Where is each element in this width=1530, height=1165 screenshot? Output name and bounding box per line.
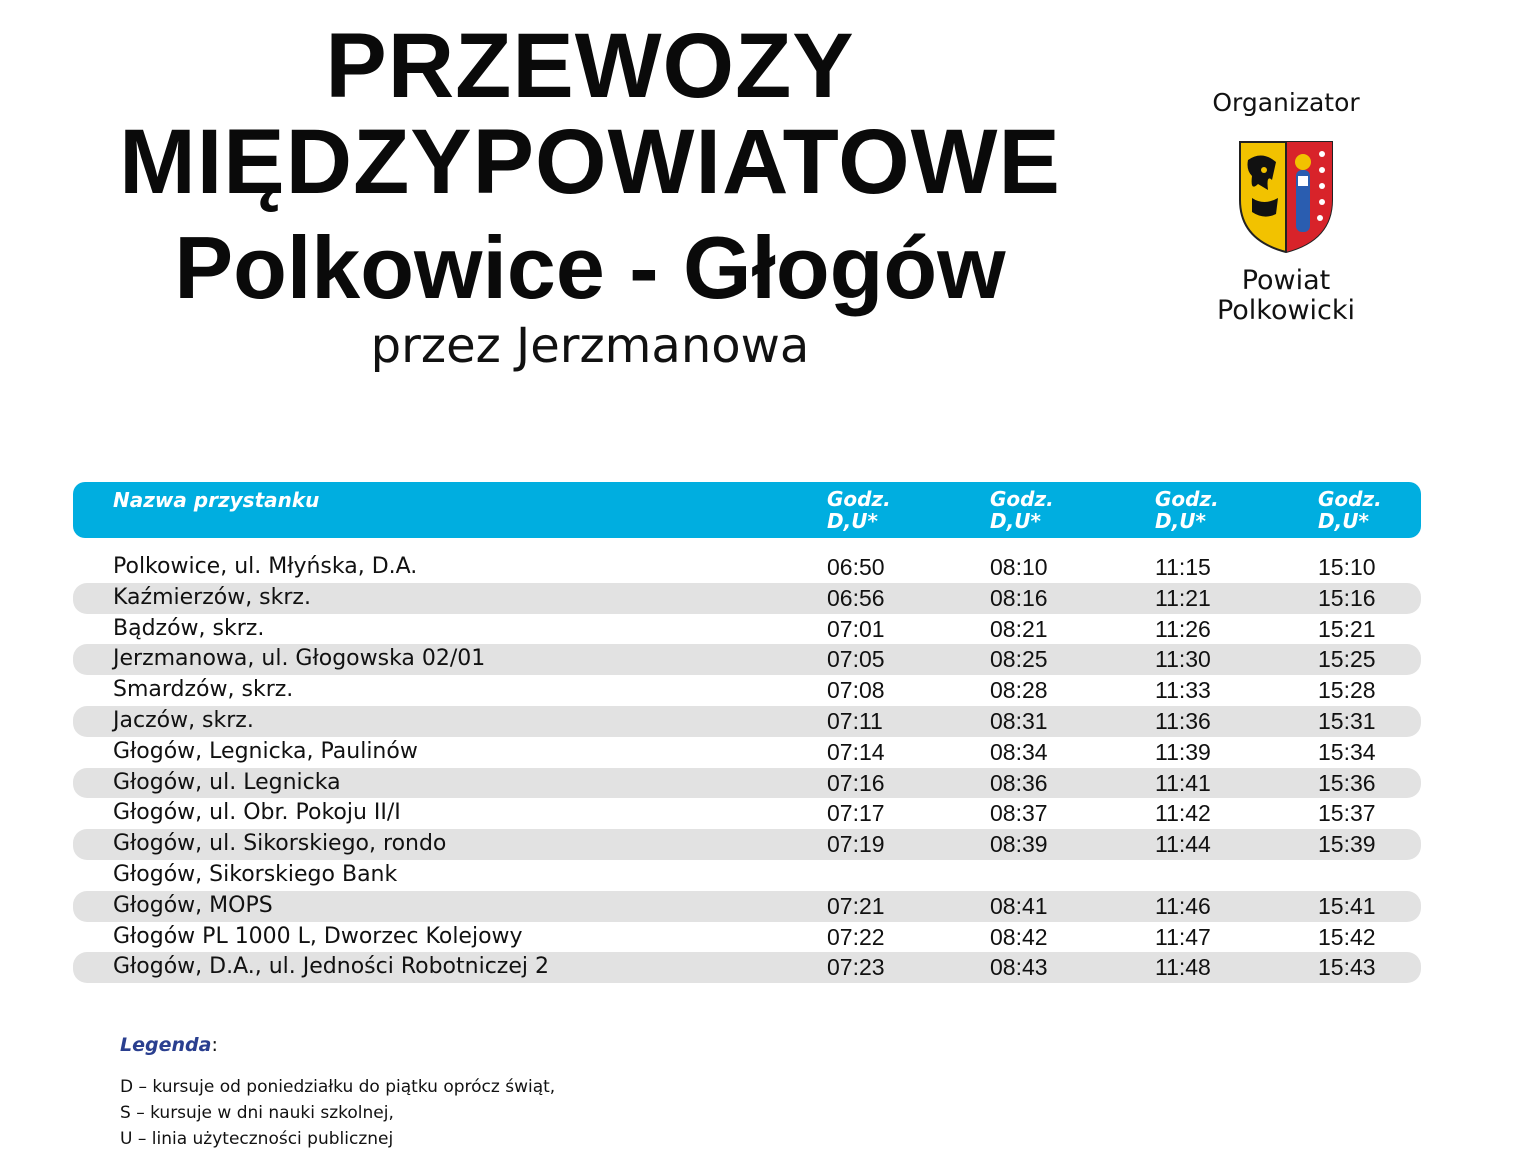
organizer-label: Organizator bbox=[1212, 88, 1360, 117]
departure-time: 15:28 bbox=[1318, 677, 1376, 704]
stop-name: Jerzmanowa, ul. Głogowska 02/01 bbox=[113, 646, 486, 672]
departure-time: 15:10 bbox=[1318, 554, 1376, 580]
departure-time: 11:15 bbox=[1155, 554, 1211, 580]
departure-time: 15:34 bbox=[1318, 738, 1376, 765]
table-row bbox=[73, 860, 1421, 891]
departure-time: 07:14 bbox=[827, 738, 885, 765]
departure-time: 08:42 bbox=[990, 923, 1048, 950]
table-row bbox=[73, 706, 1421, 737]
departure-time: 15:41 bbox=[1318, 892, 1376, 919]
stop-name: Jaczów, skrz. bbox=[113, 707, 254, 733]
departure-time: 11:41 bbox=[1155, 769, 1211, 796]
departure-time: 08:34 bbox=[990, 738, 1048, 765]
departure-time: 11:39 bbox=[1155, 738, 1211, 765]
title-block bbox=[60, 15, 1120, 374]
departure-time: 15:25 bbox=[1318, 646, 1376, 673]
time-column-header bbox=[1155, 488, 1219, 532]
stop-name: Głogów, ul. Obr. Pokoju II/I bbox=[113, 800, 401, 826]
departure-time: 15:39 bbox=[1318, 831, 1376, 858]
timetable-body bbox=[73, 552, 1421, 983]
table-row bbox=[73, 768, 1421, 799]
departure-time: 07:23 bbox=[827, 954, 885, 981]
timetable bbox=[73, 482, 1421, 983]
departure-time: 08:37 bbox=[990, 800, 1048, 827]
stop-name: Polkowice, ul. Młyńska, D.A. bbox=[113, 554, 418, 579]
table-row bbox=[73, 922, 1421, 953]
departure-time: 15:37 bbox=[1318, 800, 1376, 827]
departure-time: 07:08 bbox=[827, 677, 885, 704]
stop-name: Głogów, ul. Legnicka bbox=[113, 769, 341, 795]
route-via: przez Jerzmanowa bbox=[370, 318, 810, 374]
departure-time: 11:44 bbox=[1155, 831, 1211, 858]
stop-name: Głogów, Sikorskiego Bank bbox=[113, 861, 398, 887]
legend-colon: : bbox=[211, 1034, 218, 1056]
departure-time: 15:36 bbox=[1318, 769, 1376, 796]
departure-time: 11:21 bbox=[1155, 584, 1211, 611]
stop-column-header: Nazwa przystanku bbox=[113, 488, 320, 512]
departure-time: 11:33 bbox=[1155, 677, 1211, 704]
time-header-line-1: Godz. bbox=[990, 487, 1054, 511]
time-column-header bbox=[827, 488, 891, 532]
stop-name: Kaźmierzów, skrz. bbox=[113, 584, 311, 610]
stop-name: Głogów, Legnicka, Paulinów bbox=[113, 738, 418, 764]
legend-line: U – linia użyteczności publicznej bbox=[120, 1129, 394, 1149]
stop-name: Głogów PL 1000 L, Dworzec Kolejowy bbox=[113, 923, 523, 949]
departure-time: 07:05 bbox=[827, 646, 885, 673]
departure-time: 08:10 bbox=[990, 554, 1048, 580]
time-header-line-1: Godz. bbox=[1318, 487, 1382, 511]
timetable-header bbox=[73, 482, 1421, 538]
departure-time: 07:11 bbox=[827, 707, 883, 734]
legend bbox=[120, 1034, 555, 1152]
time-header-line-2: D,U* bbox=[1155, 509, 1206, 533]
table-row bbox=[73, 891, 1421, 922]
departure-time: 11:47 bbox=[1155, 923, 1211, 950]
departure-time: 07:16 bbox=[827, 769, 885, 796]
table-row bbox=[73, 583, 1421, 614]
departure-time: 08:36 bbox=[990, 769, 1048, 796]
table-row bbox=[73, 614, 1421, 645]
title-line-1: PRZEWOZY bbox=[325, 15, 855, 117]
route-title: Polkowice - Głogów bbox=[174, 218, 1006, 317]
departure-time: 11:36 bbox=[1155, 707, 1211, 734]
table-row bbox=[73, 737, 1421, 768]
legend-title-text: Legenda bbox=[120, 1034, 212, 1056]
departure-time: 08:43 bbox=[990, 954, 1048, 981]
stop-name: Głogów, D.A., ul. Jedności Robotniczej 2 bbox=[113, 954, 549, 980]
departure-time: 08:41 bbox=[990, 892, 1048, 919]
departure-time: 15:16 bbox=[1318, 584, 1376, 611]
legend-line: D – kursuje od poniedziałku do piątku oprócz świąt, bbox=[120, 1077, 556, 1097]
departure-time: 15:21 bbox=[1318, 615, 1376, 642]
time-header-line-1: Godz. bbox=[827, 487, 891, 511]
departure-time: 15:43 bbox=[1318, 954, 1376, 981]
departure-time: 08:21 bbox=[990, 615, 1048, 642]
departure-time: 08:28 bbox=[990, 677, 1048, 704]
departure-time: 07:19 bbox=[827, 831, 885, 858]
time-header-line-1: Godz. bbox=[1155, 487, 1219, 511]
legend-line: S – kursuje w dni nauki szkolnej, bbox=[120, 1103, 394, 1123]
departure-time: 11:42 bbox=[1155, 800, 1211, 827]
departure-time: 11:30 bbox=[1155, 646, 1211, 673]
departure-time: 06:50 bbox=[827, 554, 885, 580]
table-row bbox=[73, 675, 1421, 706]
title-line-2: MIĘDZYPOWIATOWE bbox=[119, 111, 1061, 213]
stop-name: Głogów, ul. Sikorskiego, rondo bbox=[113, 831, 447, 857]
departure-time: 07:01 bbox=[827, 615, 885, 642]
organizer-name-line-1: Powiat bbox=[1241, 265, 1331, 296]
stop-name: Smardzów, skrz. bbox=[113, 677, 294, 703]
table-row bbox=[73, 552, 1421, 583]
time-column-header bbox=[990, 488, 1054, 532]
departure-time: 11:26 bbox=[1155, 615, 1211, 642]
departure-time: 08:25 bbox=[990, 646, 1048, 673]
table-row bbox=[73, 952, 1421, 983]
departure-time: 08:39 bbox=[990, 831, 1048, 858]
table-row bbox=[73, 644, 1421, 675]
table-row bbox=[73, 798, 1421, 829]
legend-title bbox=[120, 1034, 555, 1056]
organizer-name bbox=[1196, 266, 1376, 326]
departure-time: 06:56 bbox=[827, 584, 885, 611]
departure-time: 11:46 bbox=[1155, 892, 1211, 919]
departure-time: 07:17 bbox=[827, 800, 885, 827]
departure-time: 07:22 bbox=[827, 923, 885, 950]
departure-time: 07:21 bbox=[827, 892, 885, 919]
time-header-line-2: D,U* bbox=[1318, 509, 1369, 533]
coat-of-arms-icon bbox=[1238, 140, 1334, 254]
departure-time: 15:42 bbox=[1318, 923, 1376, 950]
organizer-block bbox=[1196, 86, 1376, 326]
stop-name: Bądzów, skrz. bbox=[113, 615, 265, 641]
organizer-name-line-2: Polkowicki bbox=[1216, 295, 1356, 326]
departure-time: 11:48 bbox=[1155, 954, 1211, 981]
table-row bbox=[73, 829, 1421, 860]
stop-name: Głogów, MOPS bbox=[113, 892, 273, 918]
time-header-line-2: D,U* bbox=[827, 509, 878, 533]
time-column-header bbox=[1318, 488, 1382, 532]
time-header-line-2: D,U* bbox=[990, 509, 1041, 533]
departure-time: 08:16 bbox=[990, 584, 1048, 611]
departure-time: 15:31 bbox=[1318, 707, 1376, 734]
departure-time: 08:31 bbox=[990, 707, 1048, 734]
